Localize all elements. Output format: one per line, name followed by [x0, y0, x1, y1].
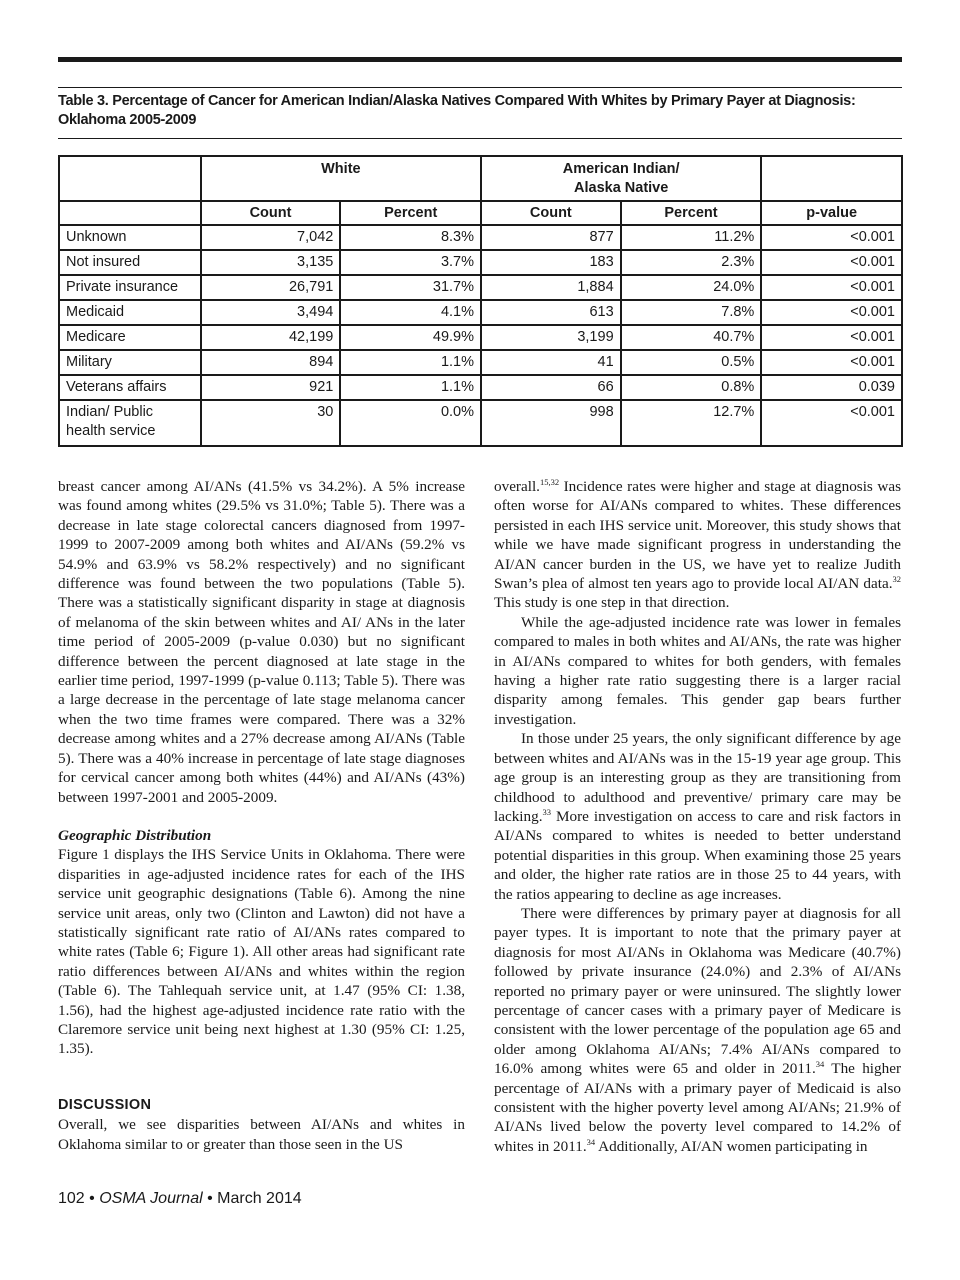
body-paragraph — [494, 904, 901, 1156]
row-label: Medicaid — [59, 300, 201, 325]
citation-ref: 32 — [892, 573, 901, 584]
aian-percent: 11.2% — [621, 225, 762, 250]
aian-percent: 0.8% — [621, 375, 762, 400]
table-row — [59, 275, 902, 300]
left-text-column — [58, 477, 465, 1154]
white-percent: 1.1% — [340, 350, 481, 375]
discussion-heading: DISCUSSION — [58, 1096, 152, 1113]
text-run: More investigation on access to care and risk factors in AI/ANs compared to whites is needed to better understand potential disparities in this group. When examining those 25 years and older, the higher rate ratios are in those 25 to 44 years, with the ratios appearing to decline as age increases. — [494, 807, 901, 903]
header-white-count: Count — [201, 201, 341, 225]
row-label: Military — [59, 350, 201, 375]
header-aian-line1: American Indian/ — [562, 161, 680, 177]
header-empty-cell — [59, 156, 201, 201]
table-row — [59, 350, 902, 375]
body-paragraph: Figure 1 displays the IHS Service Units in Oklahoma. There were disparities in age-adjusted incidence rates for each of the IHS service unit geographic designations (Table 6). Among the nine service unit areas, only two (Clinton and Lawton) did not have a statistically significant rate ratio of AI/ANs rates compared to white rates (Table 6; Figure 1). All other areas had significant rate ratio differences between AI/ANs and whites within the region (Table 6). The Tahlequah service unit, at 1.47 (95% CI: 1.38, 1.56), had the highest age-adjusted incidence rate ratio with the Claremore service unit being next highest at 1.30 (95% CI: 1.25, 1.35). — [58, 846, 465, 1058]
row-label: Private insurance — [59, 275, 201, 300]
p-value: 0.039 — [761, 375, 902, 400]
text-run: There were differences by primary payer at diagnosis for all payer types. It is important to note that the primary payer at diagnosis for most AI/ANs in Oklahoma was Medicare (40.7%) followed by private insurance (24.0%) and 2.3% of AI/ANs reported no primary payer or were uninsured. The slightly lower percentage of cancer cases with a primary payer of Medicare is consistent with the lower percentage of the population age 65 and older among Oklahoma AI/ANs; 7.4% AI/ANs compared to 16.0% among whites were 65 and older in 2011. — [494, 904, 901, 1078]
issue-date: March 2014 — [217, 1190, 302, 1207]
footer-bullet: • — [84, 1190, 100, 1207]
white-count: 42,199 — [201, 325, 341, 350]
header-aian-line2: Alaska Native — [574, 180, 669, 196]
aian-count: 877 — [481, 225, 621, 250]
white-percent: 8.3% — [340, 225, 481, 250]
citation-ref: 15,32 — [539, 476, 560, 487]
aian-count: 1,884 — [481, 275, 621, 300]
white-count: 894 — [201, 350, 341, 375]
row-label-line1: Indian/ Public — [66, 404, 154, 420]
body-paragraph — [494, 729, 901, 904]
white-percent: 4.1% — [340, 300, 481, 325]
header-aian-count: Count — [481, 201, 621, 225]
aian-count: 3,199 — [481, 325, 621, 350]
aian-count: 183 — [481, 250, 621, 275]
body-paragraph: While the age-adjusted incidence rate was lower in females compared to males in both whites and AI/ANs, the rate was higher in AI/ANs compared to whites for both genders, with females having a higher rate ratio suggesting there is a larger racial disparity among females. This gender gap bears further investigation. — [494, 613, 901, 728]
row-label: Unknown — [59, 225, 201, 250]
p-value: <0.001 — [761, 400, 902, 446]
white-count: 30 — [201, 400, 341, 446]
header-white: White — [201, 156, 481, 201]
row-label: Not insured — [59, 250, 201, 275]
body-paragraph — [494, 477, 901, 613]
header-pvalue: p-value — [761, 201, 902, 225]
p-value: <0.001 — [761, 350, 902, 375]
row-label-line2: health service — [66, 423, 156, 439]
citation-ref: 34 — [815, 1059, 825, 1070]
page-number: 102 — [58, 1190, 85, 1207]
text-run: overall. — [494, 478, 540, 495]
p-value: <0.001 — [761, 300, 902, 325]
white-percent: 49.9% — [340, 325, 481, 350]
table-row — [59, 250, 902, 275]
aian-count: 998 — [481, 400, 621, 446]
white-count: 7,042 — [201, 225, 341, 250]
table-row — [59, 400, 902, 446]
white-percent: 0.0% — [340, 400, 481, 446]
page-footer — [58, 1190, 302, 1208]
text-run: Additionally, AI/AN women participating in — [595, 1137, 868, 1155]
text-run: This study is one step in that direction. — [494, 594, 730, 612]
row-label: Medicare — [59, 325, 201, 350]
white-count: 3,494 — [201, 300, 341, 325]
header-aian — [481, 156, 761, 201]
journal-name: OSMA Journal — [99, 1190, 203, 1207]
header-white-percent: Percent — [340, 201, 481, 225]
white-percent: 1.1% — [340, 375, 481, 400]
body-paragraph: Overall, we see disparities between AI/ANs and whites in Oklahoma similar to or greater than those seen in the US — [58, 1116, 465, 1153]
aian-percent: 0.5% — [621, 350, 762, 375]
header-aian-percent: Percent — [621, 201, 762, 225]
text-run: Incidence rates were higher and stage at diagnosis was often worse for AI/ANs compared to whites. These differences persisted in each IHS service unit. Moreover, this study shows that while we have made significant progress in understanding the AI/AN cancer burden in the US, we have yet to realize Judith Swan’s plea of almost ten years ago to provide local AI/AN data. — [494, 478, 901, 593]
table-row — [59, 225, 902, 250]
body-paragraph: breast cancer among AI/ANs (41.5% vs 34.2%). A 5% increase was found among whites (29.5% vs 31.0%; Table 5). There was a decrease in late stage colorectal cancers diagnosed from 1997-1999 to 2007-2009 among both whites and AI/ANs (59.2% vs 54.9% and 63.9% vs 58.2% respectively) and no significant difference was found between the two populations (Table 5). There was a statistically significant disparity in stage at diagnosis of melanoma of the skin between whites and AI/ ANs in the later time period of 2005-2009 (p-value 0.030) but no significant difference between the percent diagnosed at late stage in the earlier time period, 1997-1999 (p-value 0.113; Table 5). There was a large decrease in the percentage of late stage melanoma cancer when the two time frames were compared. There was a 32% decrease among whites and a 27% decrease among AI/ANs (Table 5). There was a 40% increase in percentage of late stage diagnoses for cervical cancer among both whites (44%) and AI/ANs (43%) between 1997-2001 and 2005-2009. — [58, 478, 465, 806]
table-column-header-row — [59, 201, 902, 225]
white-percent: 31.7% — [340, 275, 481, 300]
aian-percent: 40.7% — [621, 325, 762, 350]
footer-bullet: • — [202, 1190, 218, 1207]
caption-top-rule — [58, 87, 902, 88]
aian-count: 613 — [481, 300, 621, 325]
row-label — [59, 400, 201, 446]
table-row — [59, 300, 902, 325]
white-percent: 3.7% — [340, 250, 481, 275]
table-row — [59, 375, 902, 400]
white-count: 3,135 — [201, 250, 341, 275]
payer-table — [58, 155, 903, 447]
p-value: <0.001 — [761, 275, 902, 300]
table-row — [59, 325, 902, 350]
p-value: <0.001 — [761, 225, 902, 250]
aian-count: 41 — [481, 350, 621, 375]
citation-ref: 34 — [586, 1136, 596, 1147]
aian-percent: 12.7% — [621, 400, 762, 446]
geographic-distribution-heading: Geographic Distribution — [58, 826, 212, 844]
right-text-column — [494, 477, 901, 1156]
table-caption: Table 3. Percentage of Cancer for American Indian/Alaska Natives Compared With Whites by Primary Payer at Diagnosis: Oklahoma 2005-2009 — [58, 93, 856, 128]
white-count: 921 — [201, 375, 341, 400]
text-run: In those under 25 years, the only significant difference by age between whites and AI/ANs was in the 15-19 year age group. This age group is an interesting group as they are transitioning from childhood to adulthood and preventive/ primary care may be lacking. — [494, 730, 901, 825]
aian-count: 66 — [481, 375, 621, 400]
aian-percent: 7.8% — [621, 300, 762, 325]
caption-bottom-rule — [58, 138, 902, 139]
top-heavy-rule — [58, 57, 902, 62]
p-value: <0.001 — [761, 325, 902, 350]
citation-ref: 33 — [542, 806, 551, 817]
row-label: Veterans affairs — [59, 375, 201, 400]
header-empty-cell — [761, 156, 902, 201]
aian-percent: 24.0% — [621, 275, 762, 300]
table-group-header-row — [59, 156, 902, 201]
white-count: 26,791 — [201, 275, 341, 300]
header-empty-cell — [59, 201, 201, 225]
p-value: <0.001 — [761, 250, 902, 275]
text-run: The higher percentage of AI/ANs with a primary payer of Medicaid is also consistent with the higher poverty level among AI/ANs; 21.9% of AI/ANs lived below the poverty level compared to 14.2% of whites in 2011. — [494, 1060, 901, 1155]
aian-percent: 2.3% — [621, 250, 762, 275]
